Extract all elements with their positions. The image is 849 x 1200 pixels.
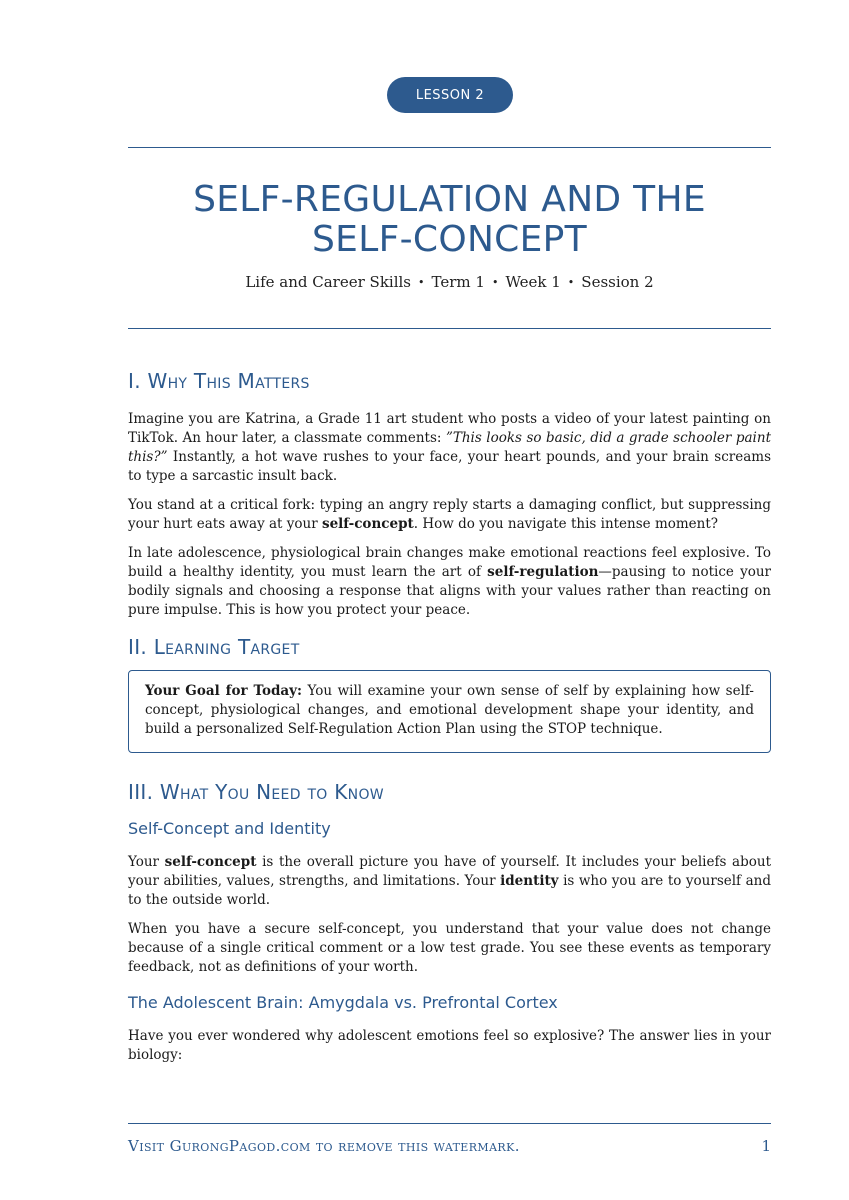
separator-dot: • bbox=[491, 276, 499, 289]
footer-rule bbox=[128, 1123, 771, 1124]
page-title bbox=[128, 180, 771, 260]
section-heading-why-this-matters: I. Why This Matters bbox=[128, 369, 310, 393]
section-heading-what-you-need-to-know: III. What You Need to Know bbox=[128, 780, 384, 804]
page-number: 1 bbox=[761, 1137, 771, 1155]
header-rule-bottom bbox=[128, 328, 771, 329]
main-content bbox=[128, 366, 771, 1075]
week-label: Week 1 bbox=[505, 273, 561, 291]
header-rule-top bbox=[128, 147, 771, 148]
brain-intro-paragraph: Have you ever wondered why adolescent emotions feel so explosive? The answer lies in your biology: bbox=[128, 1028, 771, 1063]
title-line-1: SELF-REGULATION AND THE bbox=[193, 179, 706, 220]
key-term-self-concept: self-concept bbox=[164, 854, 257, 870]
goal-text: You will examine your own sense of self by explaining how self-concept, physiological changes, and emotional development shape your identity, and build a personalized Self-Regulation Action Plan using the STOP technique. bbox=[145, 683, 754, 737]
key-term-self-regulation: self-regulation bbox=[487, 564, 599, 580]
subheading-self-concept-identity: Self-Concept and Identity bbox=[128, 819, 331, 838]
subheading-adolescent-brain: The Adolescent Brain: Amygdala vs. Prefrontal Cortex bbox=[128, 993, 558, 1012]
key-term-identity: identity bbox=[500, 873, 559, 889]
paragraph-text: In late adolescence, physiological brain changes make emotional reactions feel explosive. To build a healthy identity, you must learn the art of bbox=[128, 545, 771, 580]
section-heading-learning-target: II. Learning Target bbox=[128, 635, 300, 659]
paragraph-text: —pausing to notice your bodily signals and choosing a response that aligns with your values rather than reacting on pure impulse. This is how you protect your peace. bbox=[128, 564, 771, 618]
term-label: Term 1 bbox=[431, 273, 485, 291]
lesson-badge: LESSON 2 bbox=[387, 77, 513, 113]
session-label: Session 2 bbox=[581, 273, 654, 291]
secure-self-concept-paragraph: When you have a secure self-concept, you understand that your value does not change because of a single critical comment or a low test grade. You see these events as temporary feedback, not as definitions of your worth. bbox=[128, 921, 771, 975]
paragraph-text: . How do you navigate this intense moment? bbox=[413, 516, 719, 532]
adolescence-paragraph bbox=[128, 544, 771, 620]
critical-fork-paragraph bbox=[128, 496, 771, 534]
separator-dot: • bbox=[567, 276, 575, 289]
separator-dot: • bbox=[418, 276, 425, 289]
course-name: Life and Career Skills bbox=[245, 273, 411, 291]
paragraph-text: is who you are to yourself and to the outside world. bbox=[128, 873, 771, 908]
paragraph-text: is the overall picture you have of yourself. It includes your beliefs about your abilities, values, strengths, and limitations. Your bbox=[128, 854, 771, 889]
learning-target-box bbox=[128, 670, 771, 753]
key-term-self-concept: self-concept bbox=[321, 516, 414, 532]
scenario-paragraph bbox=[128, 410, 771, 486]
goal-label: Your Goal for Today: bbox=[145, 683, 302, 699]
self-concept-paragraph bbox=[128, 853, 771, 910]
paragraph-text: Imagine you are Katrina, a Grade 11 art student who posts a video of your latest painting on TikTok. An hour later, a classmate comments: bbox=[128, 411, 771, 446]
paragraph-text: Your bbox=[128, 854, 165, 870]
watermark-link[interactable]: Visit GurongPagod.com to remove this watermark. bbox=[128, 1137, 520, 1155]
paragraph-text: Instantly, a hot wave rushes to your face, your heart pounds, and your brain screams to type a sarcastic insult back. bbox=[128, 449, 771, 484]
classmate-comment-quote: ”This looks so basic, did a grade schooler paint this?” bbox=[128, 430, 771, 465]
course-meta bbox=[128, 272, 771, 293]
paragraph-text: You stand at a critical fork: typing an angry reply starts a damaging conflict, but suppressing your hurt eats away at your bbox=[128, 497, 771, 532]
title-line-2: SELF-CONCEPT bbox=[312, 219, 587, 260]
